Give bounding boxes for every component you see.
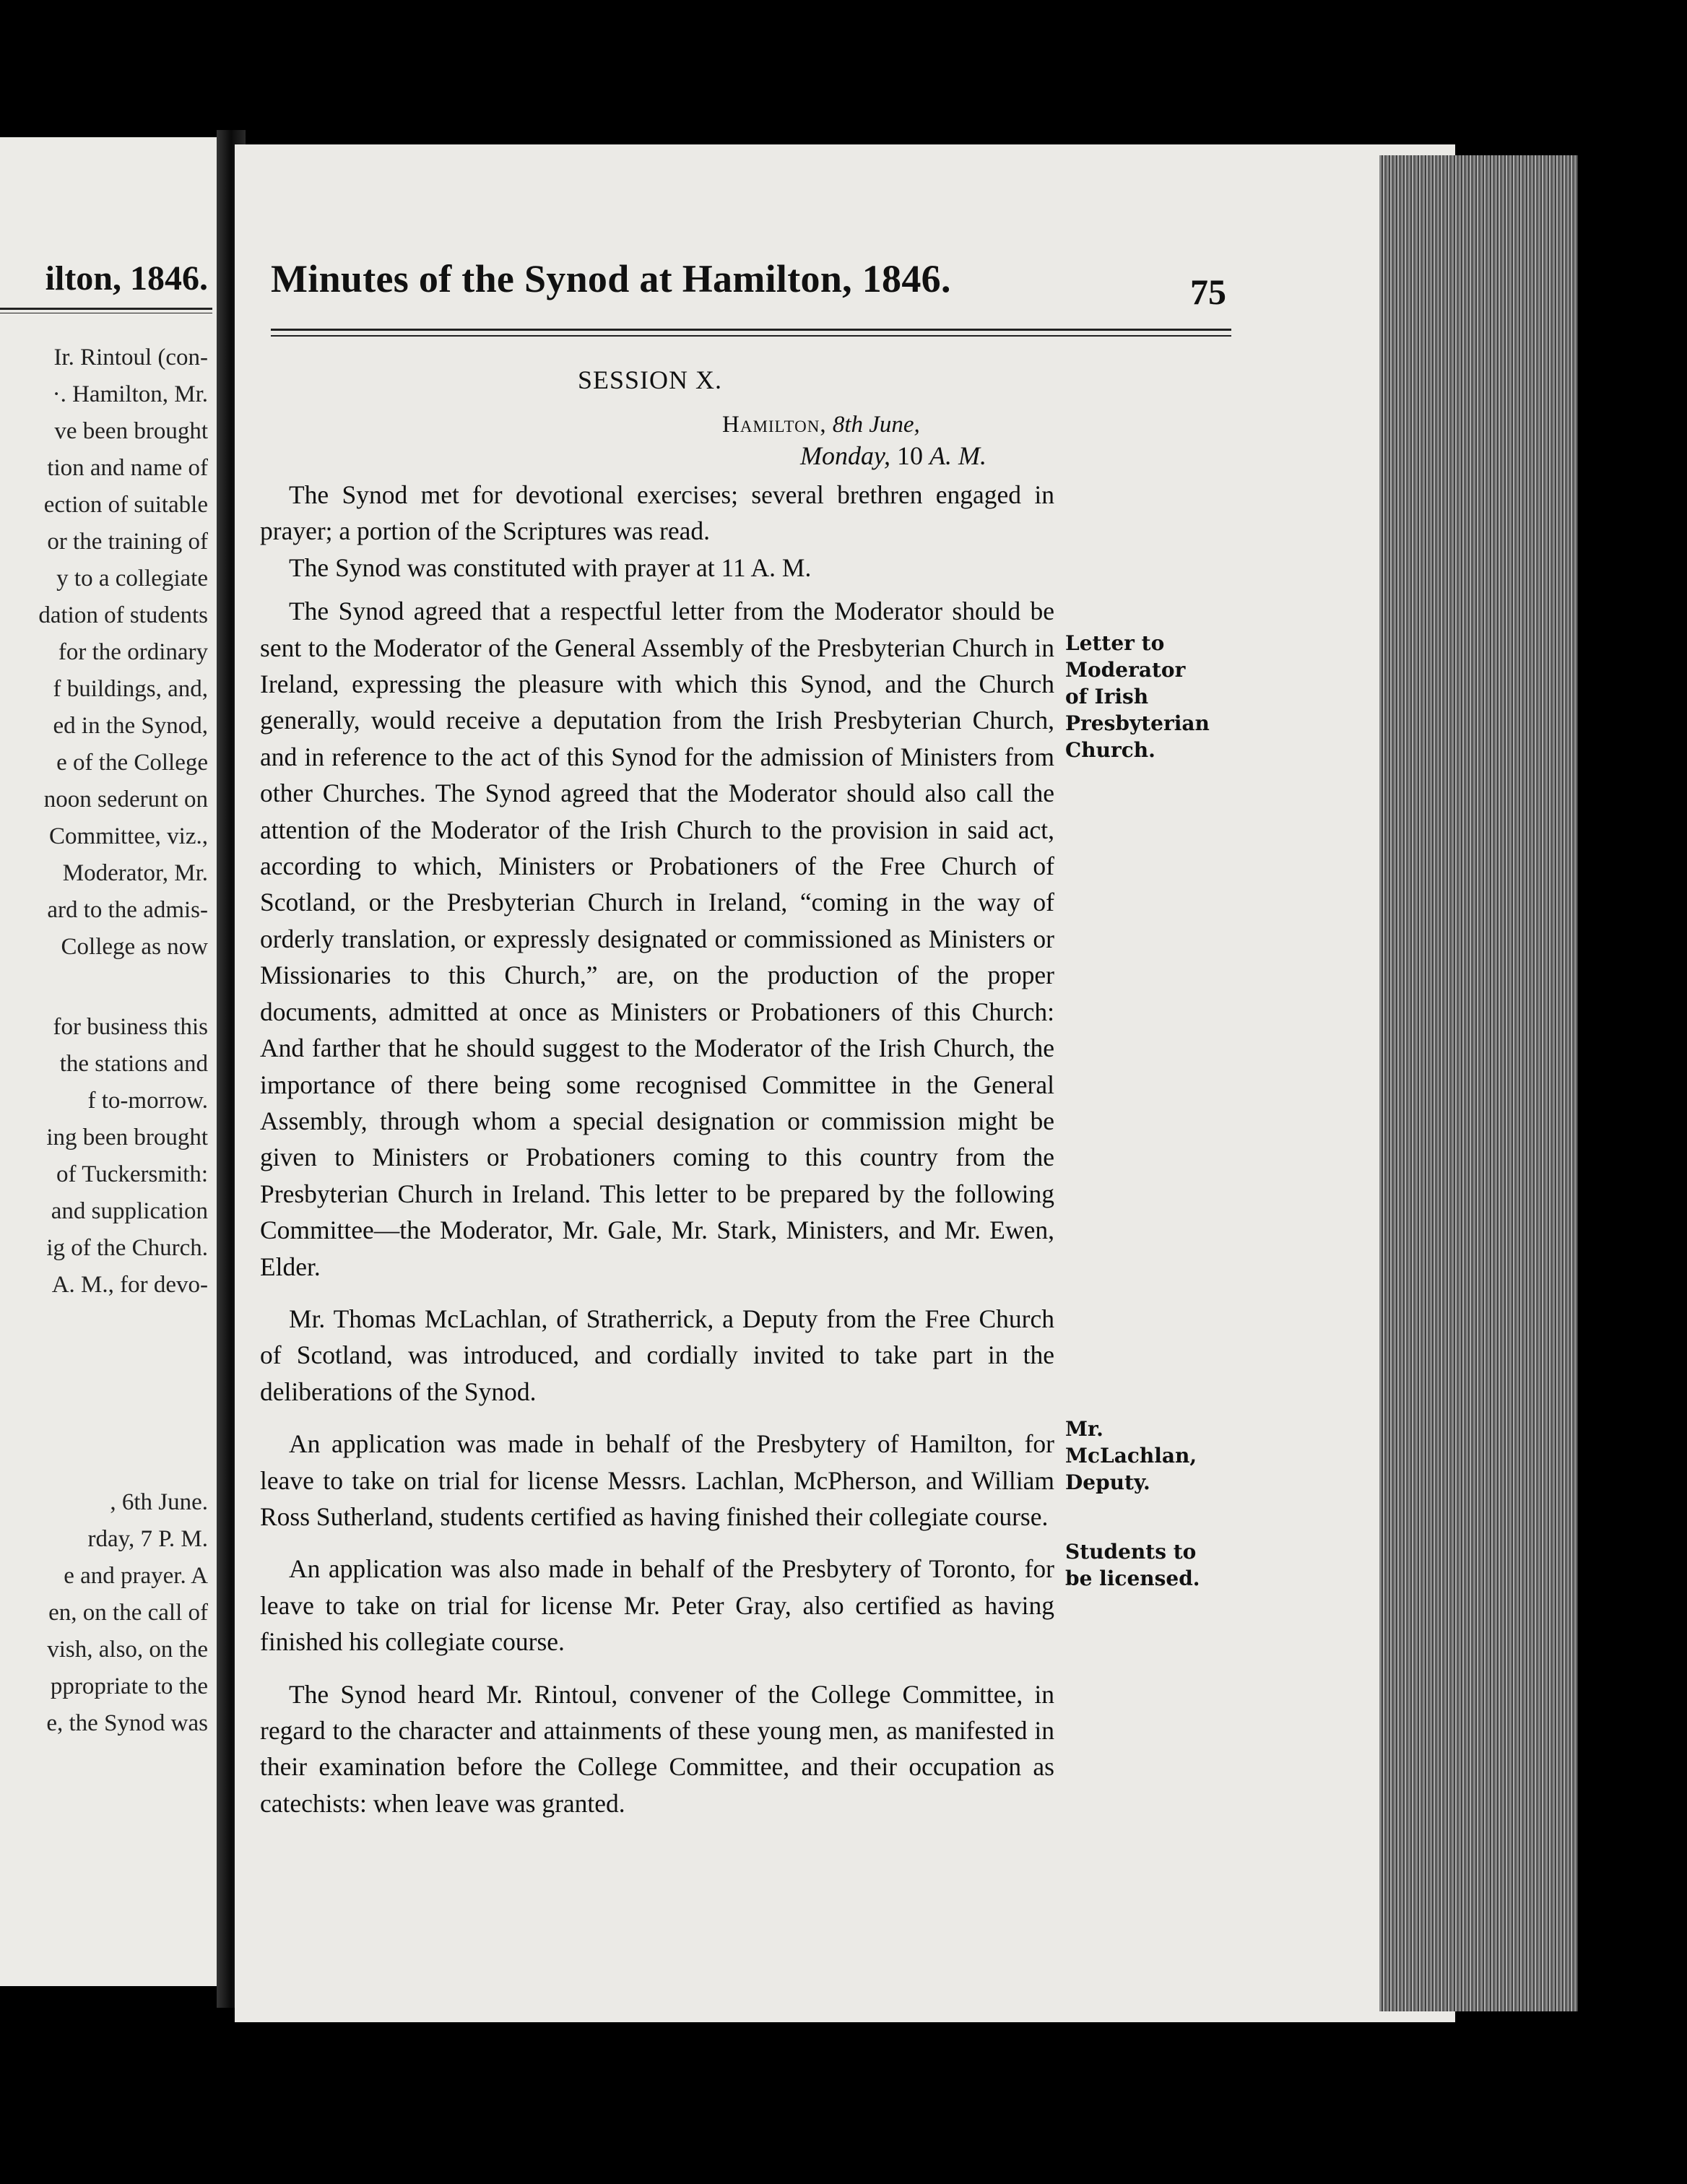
left-line: e, the Synod was	[46, 1710, 208, 1736]
left-line: ppropriate to the	[50, 1673, 208, 1699]
left-header-rule	[0, 308, 212, 313]
page-number: 75	[1190, 272, 1226, 312]
left-line: rday, 7 P. M.	[87, 1526, 208, 1552]
session-time	[800, 441, 986, 471]
left-line: ig of the Church.	[46, 1235, 208, 1261]
left-line: e of the College	[56, 750, 208, 776]
paragraph-toronto-application: An application was also made in behalf of the Presbytery of Toronto, for leave to take on trial for license Mr. Peter Gray, also certified as having finished his collegiate course.	[260, 1554, 1054, 1657]
paragraph-mclachlan: Mr. Thomas McLachlan, of Stratherrick, a Deputy from the Free Church of Scotland, was introduced, and cordially invited to take part in the deliberations of the Synod.	[260, 1304, 1054, 1406]
header-rule	[271, 329, 1231, 337]
running-head: Minutes of the Synod at Hamilton, 1846.	[271, 257, 951, 300]
left-page-text	[38, 339, 208, 1742]
session-title: SESSION X.	[578, 365, 723, 394]
page-block-edge	[1379, 155, 1578, 2011]
left-line: tion and name of	[47, 455, 208, 481]
left-line: of Tuckersmith:	[56, 1161, 208, 1187]
left-line: the stations and	[59, 1051, 208, 1077]
paragraph-devotional: The Synod met for devotional exercises; several brethren engaged in prayer; a portion of the Scriptures was read.	[260, 480, 1054, 546]
left-line: dation of students	[38, 602, 208, 628]
session-place-date	[722, 412, 920, 438]
left-line: A. M., for devo-	[51, 1272, 208, 1298]
left-line: and supplication	[51, 1198, 208, 1224]
left-line: en, on the call of	[48, 1600, 208, 1626]
paragraph-letter: The Synod agreed that a respectful letter from the Moderator should be sent to the Moderator of the General Assembly of the Presbyterian Church in Ireland, expressing the pleasure with which this Synod, and the Church generally, would receive a deputation from the Irish Presbyterian Church, and in reference to the act of this Synod for the admission of Ministers from other Churches. The Synod agreed that the Moderator should also call the attention of the Moderator of the Irish Church to the provision in said act, according to which, Ministers or Probationers of the Free Church of Scotland, or the Presbyterian Church in Ireland, “coming in the way of orderly translation, or expressly designated or commissioned as Ministers or Missionaries to this Church,” are, on the production of the proper documents, admitted at once as Ministers or Probationers of this Church: And farther that he should suggest to the Moderator of the Irish Church, the importance of there being some recognised Committee in the General Assembly, through whom a special designation or commission might be given to Ministers or Probationers coming to this country from the Presbyterian Church in Ireland. This letter to be prepared by the following Committee—the Moderator, Mr. Gale, Mr. Stark, Ministers, and Mr. Ewen, Elder.	[260, 597, 1054, 1281]
left-line: ection of suitable	[43, 492, 208, 518]
left-running-head: ilton, 1846.	[45, 259, 208, 298]
margin-note-letter: Letter to Moderator of Irish Presbyterian Church.	[1065, 631, 1210, 762]
margin-note-students: Students to be licensed.	[1065, 1540, 1200, 1590]
left-line: y to a collegiate	[56, 566, 208, 592]
left-line: ard to the admis-	[47, 897, 208, 923]
left-line: for the ordinary	[58, 639, 208, 665]
minutes-body	[260, 477, 1054, 1821]
margin-note-mclachlan: Mr. McLachlan, Deputy.	[1065, 1417, 1197, 1494]
left-line: , 6th June.	[110, 1489, 208, 1515]
left-line: noon sederunt on	[43, 786, 208, 812]
paragraph-rintoul: The Synod heard Mr. Rintoul, convener of the College Committee, in regard to the character and attainments of these young men, as manifested in their examination before the College Committee, and their occupation as catechists: when leave was granted.	[260, 1679, 1054, 1818]
left-line: f buildings, and,	[53, 676, 208, 702]
left-line: f to-morrow.	[87, 1088, 208, 1114]
paragraph-hamilton-application: An application was made in behalf of the Presbytery of Hamilton, for leave to take on trial for license Messrs. Lachlan, McPherson, and William Ross Sutherland, students certified as having finished their collegiate course.	[260, 1429, 1054, 1531]
left-line: Ir. Rintoul (con-	[53, 344, 208, 370]
left-line: for business this	[53, 1014, 208, 1040]
session-day: Monday,	[800, 441, 897, 470]
left-line: ing been brought	[46, 1124, 208, 1150]
session-place: Hamilton,	[722, 412, 827, 438]
left-line: or the training of	[47, 529, 208, 555]
left-line: ve been brought	[54, 418, 208, 444]
session-hour: 10	[896, 441, 929, 470]
session-ampm: A. M.	[929, 441, 986, 470]
left-line: ed in the Synod,	[53, 713, 208, 739]
left-page	[0, 137, 217, 1986]
left-line: vish, also, on the	[47, 1637, 208, 1663]
left-line: Committee, viz.,	[49, 823, 208, 849]
left-line: e and prayer. A	[64, 1563, 208, 1589]
left-line: ·. Hamilton, Mr.	[52, 381, 208, 407]
session-date: 8th June,	[826, 412, 920, 438]
left-line: Moderator, Mr.	[62, 860, 208, 886]
paragraph-constituted: The Synod was constituted with prayer at 11 A. M.	[289, 552, 812, 582]
left-line: College as now	[61, 934, 208, 960]
